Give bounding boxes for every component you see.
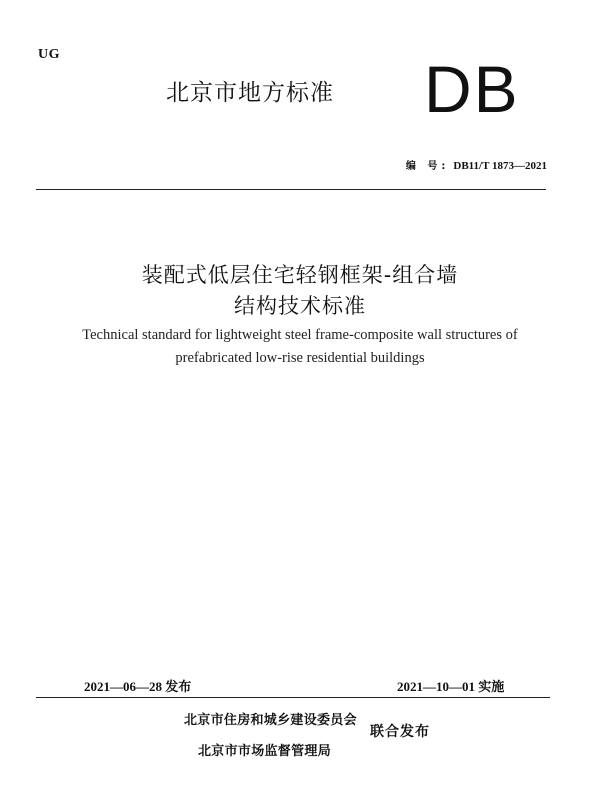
header-title: 北京市地方标准 (166, 80, 334, 106)
standard-number-label: 编 号: (405, 161, 450, 172)
issue-date: 2021—06—28 发布 (84, 679, 192, 694)
implementation-date: 2021—10—01 实施 (397, 679, 505, 694)
standard-number: DB11/T 1873—2021 (453, 160, 547, 172)
classification-code: UG (38, 47, 60, 62)
issuer-market-supervision: 北京市市场监督管理局 (198, 744, 332, 759)
joint-release-label: 联合发布 (370, 724, 430, 740)
db-logo: DB (424, 52, 520, 126)
standard-number-line (406, 157, 547, 172)
title-cn-line2: 结构技术标准 (234, 294, 366, 318)
issuer-housing-commission: 北京市住房和城乡建设委员会 (184, 713, 357, 728)
top-divider (36, 189, 546, 190)
bottom-divider (36, 697, 550, 698)
title-en-line1: Technical standard for lightweight steel frame-composite wall structures of (82, 327, 518, 343)
title-cn-line1: 装配式低层住宅轻钢框架-组合墙 (141, 263, 459, 287)
title-en-line2: prefabricated low-rise residential buildings (175, 350, 425, 366)
